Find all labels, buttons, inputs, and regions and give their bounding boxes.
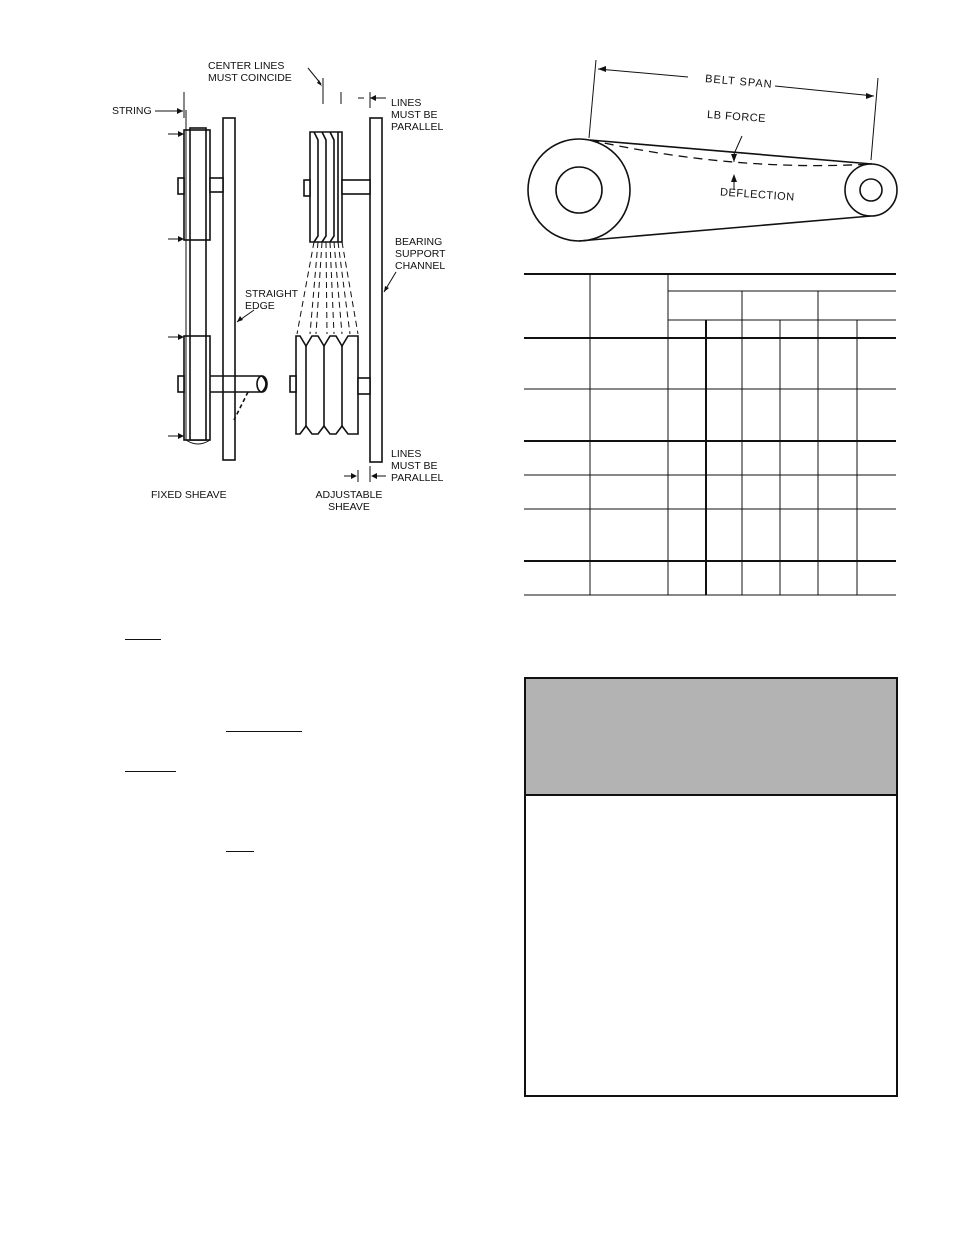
adjustable-sheave-label: ADJUSTABLE SHEAVE (315, 489, 383, 513)
large-pulley (528, 139, 630, 241)
notice-box (524, 677, 898, 1097)
belt-span-label: BELT SPAN (704, 73, 774, 91)
lb-force-label: LB FORCE (706, 108, 767, 126)
straight-edge-bar (223, 118, 235, 460)
deflection-label: DEFLECTION (719, 186, 796, 204)
underline-rule-4 (226, 851, 254, 852)
underline-rule-1 (125, 639, 161, 640)
straight-edge-label: STRAIGHT EDGE (245, 288, 299, 312)
notice-box-header (526, 679, 896, 796)
underline-rule-2 (226, 731, 302, 732)
lines-parallel-bottom-label: LINES MUST BE PARALLEL (391, 448, 444, 484)
lines-parallel-top-label: LINES MUST BE PARALLEL (391, 97, 444, 133)
underline-rule-3 (125, 771, 176, 772)
string-label: STRING (112, 105, 152, 117)
center-lines-label: CENTER LINES MUST COINCIDE (208, 60, 292, 84)
small-pulley (845, 164, 897, 216)
belt-tension-table-grid (524, 272, 896, 596)
bearing-support-label: BEARING SUPPORT CHANNEL (395, 236, 446, 272)
bearing-support-channel (370, 118, 382, 462)
fixed-sheave-label: FIXED SHEAVE (151, 489, 227, 501)
